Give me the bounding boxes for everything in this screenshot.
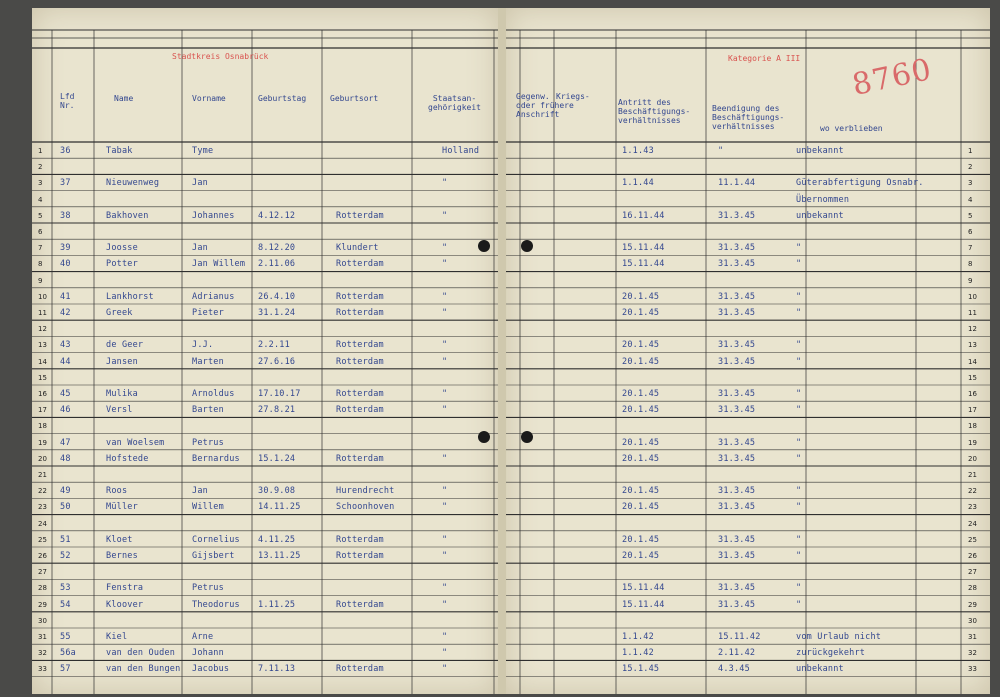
entry-staatsangehoerigkeit: " [442,389,448,399]
entry-name: Müller [106,502,138,513]
entry-antritt: 20.1.45 [622,356,660,367]
entry-vorname: Theodorus [192,599,240,610]
entry-staatsangehoerigkeit: " [442,210,448,221]
row-number: 13 [38,341,47,350]
entry-name: Lankhorst [106,291,154,302]
entry-vorname: Gijsbert [192,551,235,561]
entry-beendigung: 31.3.45 [718,551,756,561]
entry-name: Versl [106,405,133,416]
entry-geburtstag: 27.6.16 [258,356,296,367]
row-number: 22 [38,487,47,496]
row-number: 16 [38,390,47,398]
header-anschrift: Gegenw. oder frühere Anschrift [516,92,574,119]
entry-staatsangehoerigkeit: " [442,308,448,318]
row-number: 6 [38,228,43,236]
row-number: 7 [968,244,973,253]
entry-name: Nieuwenweg [106,178,160,189]
entry-staatsangehoerigkeit: " [442,259,448,270]
entry-vorname: Arnoldus [192,389,235,399]
entry-lfd-nr: 46 [60,405,71,416]
entry-antritt: 20.1.45 [622,534,660,545]
entry-vorname: Adrianus [192,291,235,302]
entry-verblieben: " [796,486,802,497]
row-number: 25 [38,535,47,544]
row-number: 24 [968,519,977,528]
binding-fold [498,8,506,694]
entry-lfd-nr: 43 [60,340,71,351]
row-number: 30 [38,616,47,625]
entry-beendigung: 31.3.45 [718,453,756,464]
header-beendigung: Beendigung des Beschäftigungs- verhältnisses [712,104,785,131]
row-number: 32 [968,649,977,658]
entry-vorname: Barten [192,405,224,416]
row-number: 29 [968,600,977,609]
entry-antritt: 20.1.45 [622,308,660,318]
entry-lfd-nr: 48 [60,453,71,464]
entry-antritt: 20.1.45 [622,437,660,448]
entry-beendigung: 31.3.45 [718,340,756,351]
row-number: 3 [968,179,973,188]
entry-geburtstag: 4.12.12 [258,210,296,221]
row-number: 17 [968,406,977,415]
entry-geburtsort: Rotterdam [336,308,384,318]
entry-verblieben: " [796,599,802,610]
header-geburtsort: Geburtsort [330,94,379,103]
row-number: 17 [38,406,47,415]
punch-hole-left-bottom [478,431,490,443]
entry-verblieben: " [796,551,802,561]
entry-beendigung: 31.3.45 [718,356,756,367]
row-number: 7 [38,244,43,253]
row-number: 20 [38,454,47,463]
entry-vorname: Jan Willem [192,259,246,270]
entry-name: Tabak [106,146,133,156]
entry-beendigung: 31.3.45 [718,502,756,513]
entry-verblieben: " [796,534,802,545]
entry-lfd-nr: 49 [60,486,71,497]
entry-geburtsort: Rotterdam [336,664,384,675]
entry-geburtstag: 7.11.13 [258,664,296,675]
row-number: 8 [968,260,973,269]
row-number: 18 [968,422,977,431]
entry-verblieben: " [796,356,802,367]
row-number: 10 [968,292,977,301]
entry-name: Bernes [106,551,138,561]
punch-hole-left-top [478,240,490,252]
entry-lfd-nr: 36 [60,146,71,156]
entry-antritt: 15.1.45 [622,664,660,675]
entry-vorname: Willem [192,502,224,513]
entry-vorname: Jacobus [192,664,230,675]
entry-staatsangehoerigkeit: " [442,664,448,675]
entry-vorname: Arne [192,632,214,642]
entry-verblieben: " [796,340,802,351]
row-number: 1 [968,147,973,155]
entry-name: de Geer [106,340,144,351]
entry-vorname: Johann [192,648,224,659]
row-number: 27 [968,568,977,577]
entry-lfd-nr: 53 [60,583,71,594]
row-number: 28 [38,584,47,593]
entry-geburtsort: Rotterdam [336,599,384,610]
entry-geburtstag: 2.2.11 [258,340,290,351]
row-number: 33 [968,665,977,674]
entry-verblieben: " [796,243,802,254]
row-number: 8 [38,260,43,269]
row-number: 15 [968,373,977,382]
row-number: 23 [968,503,977,512]
entry-staatsangehoerigkeit: " [442,551,448,561]
entry-name: van den Ouden [106,648,176,659]
entry-lfd-nr: 45 [60,389,71,399]
entry-vorname: Cornelius [192,534,240,545]
entry-beendigung: 11.1.44 [718,178,756,189]
entry-staatsangehoerigkeit: Holland [442,146,480,156]
entry-geburtsort: Rotterdam [336,356,384,367]
entry-geburtsort: Rotterdam [336,534,384,545]
header-verblieben: wo verblieben [820,124,883,133]
entry-verblieben: unbekannt [796,664,844,675]
entry-geburtstag: 26.4.10 [258,291,296,302]
entry-beendigung: 31.3.45 [718,405,756,416]
entry-lfd-nr: 54 [60,599,71,610]
entry-antritt: 1.1.42 [622,648,654,659]
row-number: 14 [38,357,47,366]
entry-name: Jansen [106,356,138,367]
row-number: 25 [968,535,977,544]
entry-vorname: Petrus [192,583,224,594]
entry-antritt: 16.11.44 [622,210,665,221]
entry-lfd-nr: 39 [60,243,71,254]
entry-beendigung: 31.3.45 [718,291,756,302]
entry-geburtstag: 1.11.25 [258,599,296,610]
row-number: 20 [968,454,977,463]
row-number: 6 [968,228,973,236]
entry-name: Potter [106,259,138,270]
entry-geburtstag: 13.11.25 [258,551,301,561]
entry-vorname: J.J. [192,340,214,351]
entry-verblieben: " [796,437,802,448]
entry-verblieben: " [796,291,802,302]
entry-name: Bakhoven [106,210,149,221]
row-number: 18 [38,422,47,431]
entry-staatsangehoerigkeit: " [442,243,448,254]
entry-lfd-nr: 37 [60,178,71,189]
entry-antritt: 1.1.44 [622,178,654,189]
entry-geburtstag: 17.10.17 [258,389,301,399]
entry-staatsangehoerigkeit: " [442,405,448,416]
entry-verblieben: " [796,389,802,399]
entry-verblieben: unbekannt [796,210,844,221]
punch-hole-right-top [521,240,533,252]
entry-lfd-nr: 40 [60,259,71,270]
entry-vorname: Tyme [192,146,214,156]
entry-geburtsort: Rotterdam [336,291,384,302]
entry-name: Kloet [106,534,133,545]
entry-beendigung: 31.3.45 [718,437,756,448]
entry-geburtstag: 31.1.24 [258,308,296,318]
entry-beendigung: 31.3.45 [718,308,756,318]
entry-antritt: 20.1.45 [622,486,660,497]
entry-name: Mulika [106,389,138,399]
row-number: 26 [968,552,977,560]
entry-antritt: 20.1.45 [622,502,660,513]
entry-antritt: 20.1.45 [622,291,660,302]
entry-beendigung: " [718,146,724,156]
row-number: 2 [968,163,973,172]
entry-lfd-nr: 44 [60,356,71,367]
row-number: 2 [38,163,43,172]
header-geburtstag: Geburtstag [258,94,307,103]
row-number: 19 [38,438,47,447]
entry-vorname: Johannes [192,210,235,221]
entry-vorname: Jan [192,243,208,254]
row-number: 12 [38,325,47,334]
entry-geburtstag: 27.8.21 [258,405,296,416]
row-number: 15 [38,373,47,382]
entry-name: Hofstede [106,453,149,464]
header-staatsangehoerigkeit: Staatsan- gehörigkeit [428,94,481,112]
entry-verblieben: zurückgekehrt [796,648,866,659]
handwritten-archive-number: 8760 [849,52,936,103]
entry-name: Joosse [106,243,138,254]
entry-lfd-nr: 50 [60,502,71,513]
entry-verblieben: " [796,583,802,594]
entry-geburtstag: 30.9.08 [258,486,296,497]
entry-beendigung: 31.3.45 [718,243,756,254]
entry-vorname: Jan [192,486,208,497]
row-number: 27 [38,568,47,577]
entry-verblieben: " [796,502,802,513]
entry-name: van den Bungen [106,664,181,675]
row-number: 10 [38,292,47,301]
entry-staatsangehoerigkeit: " [442,178,448,189]
row-number: 29 [38,600,47,609]
entry-antritt: 20.1.45 [622,340,660,351]
row-number: 11 [968,309,977,317]
header-kriegsgef: Kriegs- [556,92,590,101]
entry-beendigung: 31.3.45 [718,486,756,497]
entry-vorname: Pieter [192,308,224,318]
punch-hole-right-bottom [521,431,533,443]
entry-geburtstag: 2.11.06 [258,259,296,270]
row-number: 21 [38,471,47,479]
entry-staatsangehoerigkeit: " [442,534,448,545]
entry-staatsangehoerigkeit: " [442,583,448,594]
header-lfd-nr: Lfd Nr. [60,92,75,110]
entry-antritt: 15.11.44 [622,259,665,270]
row-number: 5 [968,211,973,220]
row-number: 4 [968,195,973,204]
entry-verblieben: Übernommen [796,194,850,205]
row-number: 14 [968,357,977,366]
row-number: 19 [968,438,977,447]
entry-geburtsort: Rotterdam [336,210,384,221]
entry-antritt: 15.11.44 [622,599,665,610]
entry-geburtsort: Rotterdam [336,340,384,351]
entry-geburtstag: 14.11.25 [258,502,301,513]
row-number: 21 [968,471,977,479]
entry-geburtstag: 8.12.20 [258,243,296,254]
entry-beendigung: 31.3.45 [718,389,756,399]
row-number: 31 [38,633,47,641]
entry-antritt: 20.1.45 [622,389,660,399]
left-register-page [32,8,498,694]
row-number: 1 [38,147,43,155]
entry-verblieben: unbekannt [796,146,844,156]
row-number: 5 [38,211,43,220]
category-stamp: Kategorie A III [728,54,801,63]
row-number: 24 [38,519,47,528]
header-vorname: Vorname [192,94,226,103]
entry-name: Kloover [106,599,144,610]
entry-name: Fenstra [106,583,144,594]
row-number: 28 [968,584,977,593]
row-number: 9 [968,276,973,285]
right-register-page [506,8,990,694]
entry-geburtsort: Hurendrecht [336,486,395,497]
header-antritt: Antritt des Beschäftigungs- verhältnisses [618,98,691,125]
entry-vorname: Petrus [192,437,224,448]
row-number: 32 [38,649,47,658]
entry-lfd-nr: 47 [60,437,71,448]
entry-lfd-nr: 41 [60,291,71,302]
entry-staatsangehoerigkeit: " [442,486,448,497]
entry-antritt: 15.11.44 [622,243,665,254]
entry-geburtsort: Schoonhoven [336,502,395,513]
entry-geburtsort: Rotterdam [336,405,384,416]
entry-verblieben: Güterabfertigung Osnabr. [796,178,924,189]
entry-beendigung: 31.3.45 [718,534,756,545]
entry-vorname: Bernardus [192,453,240,464]
row-number: 22 [968,487,977,496]
entry-staatsangehoerigkeit: " [442,340,448,351]
entry-geburtstag: 4.11.25 [258,534,296,545]
entry-name: Roos [106,486,128,497]
entry-vorname: Jan [192,178,208,189]
entry-geburtsort: Klundert [336,243,379,254]
entry-name: Greek [106,308,133,318]
entry-name: van Woelsem [106,437,165,448]
entry-beendigung: 31.3.45 [718,210,756,221]
district-stamp: Stadtkreis Osnabrück [172,52,269,61]
row-number: 31 [968,633,977,641]
entry-beendigung: 4.3.45 [718,664,750,675]
header-name: Name [114,94,134,103]
row-number: 12 [968,325,977,334]
entry-vorname: Marten [192,356,224,367]
entry-staatsangehoerigkeit: " [442,291,448,302]
entry-beendigung: 31.3.45 [718,583,756,594]
entry-lfd-nr: 38 [60,210,71,221]
row-number: 16 [968,390,977,398]
row-number: 30 [968,616,977,625]
entry-antritt: 20.1.45 [622,551,660,561]
entry-antritt: 15.11.44 [622,583,665,594]
entry-beendigung: 31.3.45 [718,259,756,270]
entry-staatsangehoerigkeit: " [442,648,448,659]
entry-staatsangehoerigkeit: " [442,453,448,464]
entry-antritt: 1.1.43 [622,146,654,156]
row-number: 9 [38,276,43,285]
row-number: 23 [38,503,47,512]
row-number: 26 [38,552,47,560]
entry-staatsangehoerigkeit: " [442,632,448,642]
entry-verblieben: " [796,259,802,270]
row-number: 4 [38,195,43,204]
entry-geburtsort: Rotterdam [336,389,384,399]
entry-lfd-nr: 52 [60,551,71,561]
entry-lfd-nr: 57 [60,664,71,675]
entry-antritt: 20.1.45 [622,405,660,416]
entry-beendigung: 31.3.45 [718,599,756,610]
entry-staatsangehoerigkeit: " [442,356,448,367]
entry-verblieben: " [796,453,802,464]
entry-verblieben: " [796,308,802,318]
entry-lfd-nr: 42 [60,308,71,318]
entry-verblieben: vom Urlaub nicht [796,632,882,642]
entry-staatsangehoerigkeit: " [442,502,448,513]
row-number: 33 [38,665,47,674]
entry-staatsangehoerigkeit: " [442,599,448,610]
row-number: 3 [38,179,43,188]
entry-geburtsort: Rotterdam [336,259,384,270]
entry-antritt: 20.1.45 [622,453,660,464]
entry-antritt: 1.1.42 [622,632,654,642]
entry-lfd-nr: 56a [60,648,76,659]
entry-beendigung: 15.11.42 [718,632,761,642]
row-number: 13 [968,341,977,350]
entry-verblieben: " [796,405,802,416]
row-number: 11 [38,309,47,317]
entry-geburtstag: 15.1.24 [258,453,296,464]
entry-beendigung: 2.11.42 [718,648,756,659]
entry-geburtsort: Rotterdam [336,551,384,561]
entry-lfd-nr: 55 [60,632,71,642]
entry-lfd-nr: 51 [60,534,71,545]
entry-geburtsort: Rotterdam [336,453,384,464]
entry-name: Kiel [106,632,128,642]
